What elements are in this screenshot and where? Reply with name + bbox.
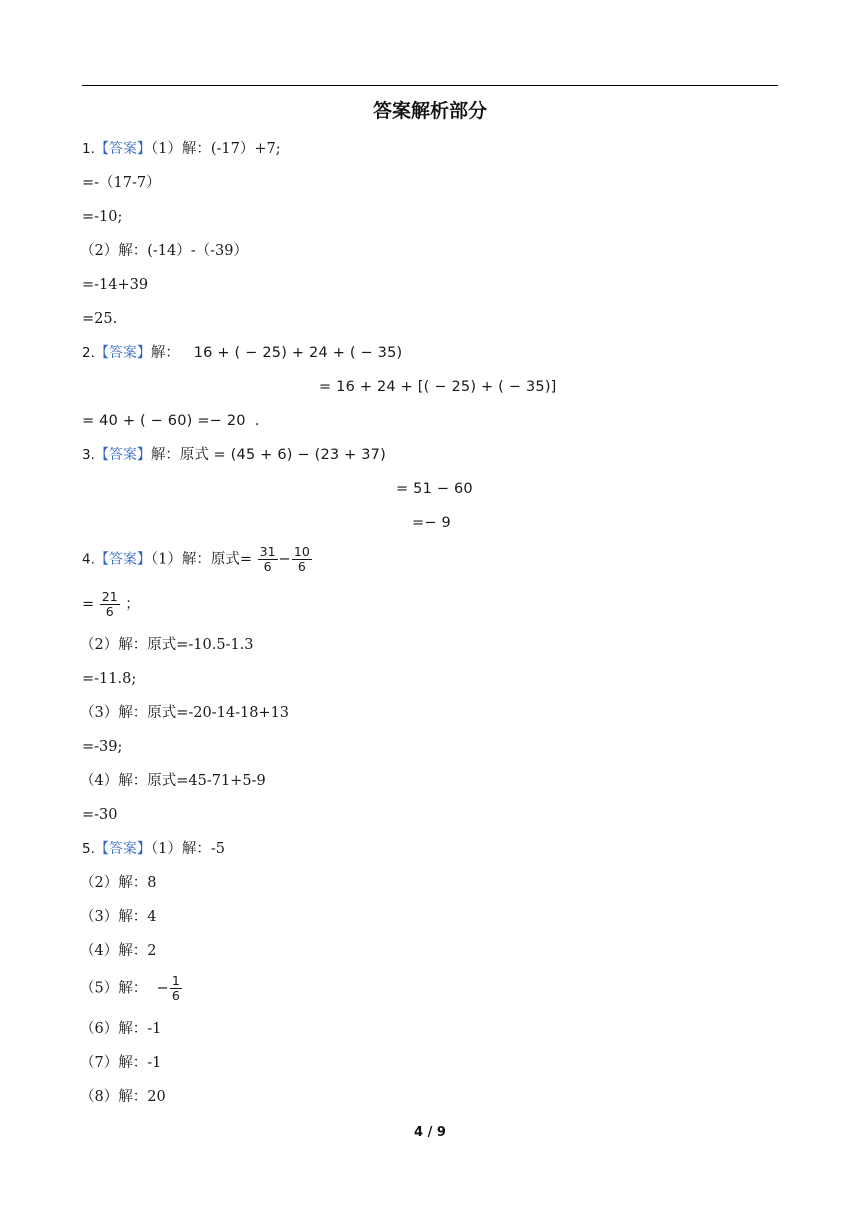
q1-number: 1. (82, 141, 95, 157)
q4-fraction-1 (258, 545, 278, 574)
q2-expression-2: = 16 + 24 + [( − 25) + ( − 35)] (319, 379, 557, 395)
q4-line-6: =-39; (82, 739, 123, 755)
q4-fraction-2-denominator: 6 (297, 559, 306, 574)
q2-prefix: 解： (150, 345, 180, 361)
q4-line-3: （2）解：原式=-10.5-1.3 (80, 637, 254, 653)
q4-line-7: （4）解：原式=45-71+5-9 (80, 773, 266, 789)
q5-text-1: （1）解：-5 (150, 841, 225, 857)
q2-end: . (254, 413, 260, 429)
q4-fraction-2-numerator: 10 (293, 544, 310, 559)
q4-prefix-1: （1）解：原式= (150, 551, 253, 568)
q5-fraction-numerator: 1 (171, 973, 180, 988)
q5-line-8: （8）解：20 (80, 1089, 166, 1105)
q4-fraction-2 (292, 545, 312, 574)
q3-expression-1: = (45 + 6) − (23 + 37) (213, 447, 386, 463)
answer-tag: 【答案】 (94, 141, 151, 157)
q4-fraction-1-numerator: 31 (259, 544, 276, 559)
q2-number: 2. (82, 345, 95, 361)
q5-line-1 (82, 839, 225, 859)
q5-fraction-denominator: 6 (171, 988, 180, 1003)
q4-suffix-2: ； (125, 596, 140, 613)
q4-fraction-3-denominator: 6 (105, 604, 114, 619)
q5-line-3: （3）解：4 (80, 909, 157, 925)
q4-minus-sign: − (278, 551, 291, 568)
page-number: 4 / 9 (414, 1125, 446, 1140)
q4-fraction-3 (100, 590, 120, 619)
q1-line-4: （2）解：(-14）-（-39） (80, 243, 248, 259)
q2-line-1 (82, 343, 402, 363)
page-title: 答案解析部分 (372, 100, 487, 122)
q4-line-8: =-30 (82, 807, 118, 823)
q3-line-1 (82, 445, 386, 465)
q5-line-7: （7）解：-1 (80, 1055, 162, 1071)
q2-expression-1: 16 + ( − 25) + 24 + ( − 35) (193, 345, 403, 361)
q4-fraction-3-numerator: 21 (101, 589, 118, 604)
q5-number: 5. (82, 841, 95, 857)
answer-tag: 【答案】 (94, 841, 151, 857)
answer-tag: 【答案】 (94, 345, 151, 361)
q4-line-4: =-11.8; (82, 671, 137, 687)
q3-expression-3: =− 9 (412, 515, 451, 531)
q1-line-6: =25. (82, 311, 118, 327)
q4-number: 4. (82, 551, 95, 568)
q2-line-3 (82, 411, 260, 431)
q1-line-3: =-10; (82, 209, 123, 225)
q5-line-4: （4）解：2 (80, 943, 157, 959)
header-rule (82, 85, 778, 86)
q1-text-1: （1）解：(-17）+7; (150, 141, 281, 157)
answer-tag: 【答案】 (94, 447, 151, 463)
q4-line-2 (82, 590, 140, 619)
q5-prefix-5: （5）解： (80, 980, 148, 997)
q3-number: 3. (82, 447, 95, 463)
q2-expression-3: = 40 + ( − 60) =− 20 (82, 413, 246, 429)
q4-line-5: （3）解：原式=-20-14-18+13 (80, 705, 290, 721)
q5-negative-sign: − (156, 980, 169, 997)
q3-prefix: 解：原式 (150, 447, 209, 463)
q5-line-6: （6）解：-1 (80, 1021, 162, 1037)
q4-fraction-1-denominator: 6 (263, 559, 272, 574)
q5-fraction (170, 974, 182, 1003)
q1-line-5: =-14+39 (82, 277, 149, 293)
q4-line-1 (82, 545, 313, 574)
q4-prefix-2: = (82, 596, 95, 613)
q5-line-2: （2）解：8 (80, 875, 157, 891)
q1-line-2: =-（17-7） (82, 175, 161, 191)
q5-line-5 (80, 974, 183, 1003)
q1-line-1 (82, 139, 281, 159)
q3-expression-2: = 51 − 60 (396, 481, 473, 497)
answer-tag: 【答案】 (94, 551, 151, 568)
